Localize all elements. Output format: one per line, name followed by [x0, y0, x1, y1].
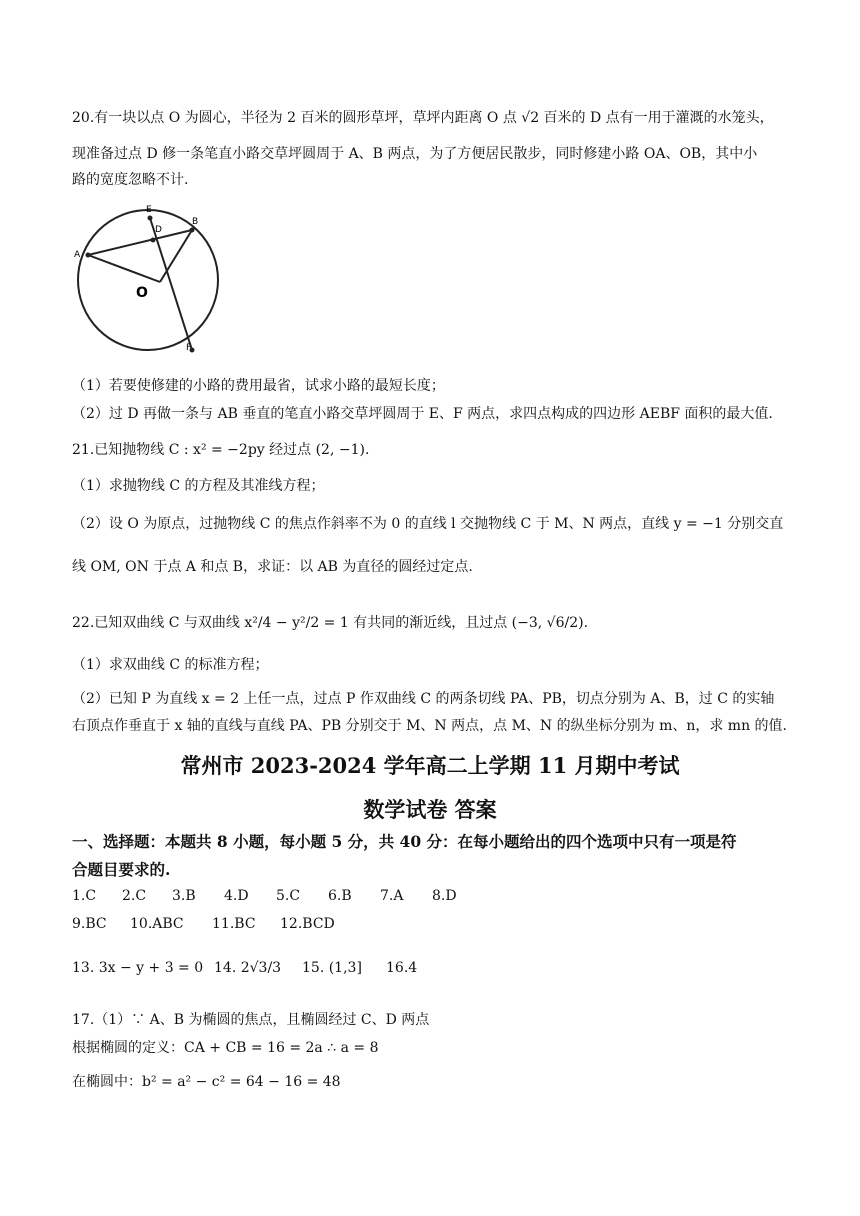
lawn-circle: [78, 210, 218, 350]
answer-14: 14. 2√3/3: [214, 960, 282, 976]
path-oa: [88, 255, 160, 282]
answer-13: 13. 3x − y + 3 = 0: [72, 960, 204, 976]
section1-line2: 合题目要求的.: [72, 860, 171, 879]
label-f: F: [186, 343, 192, 353]
answer-3: 3.B: [172, 888, 196, 904]
path-ab: [88, 230, 192, 255]
q22-part1: （1）求双曲线 C 的标准方程；: [72, 657, 269, 673]
q20-part2: （2）过 D 再做一条与 AB 垂直的笔直小路交草坪圆周于 E、F 两点，求四点构成的四边形 AEBF 面积的最大值.: [72, 406, 773, 422]
circle-figure: [68, 200, 228, 360]
q17-line3: 在椭圆中：b² = a² − c² = 64 − 16 = 48: [72, 1074, 341, 1090]
q20-line3: 路的宽度忽略不计.: [72, 172, 189, 188]
answer-11: 11.BC: [212, 916, 256, 932]
q21-part2b: 线 OM, ON 于点 A 和点 B，求证：以 AB 为直径的圆经过定点.: [72, 559, 473, 575]
answer-12: 12.BCD: [280, 916, 335, 932]
answer-2: 2.C: [122, 888, 147, 904]
path-ef: [150, 218, 192, 350]
label-a: A: [74, 250, 81, 260]
answer-5: 5.C: [276, 888, 301, 904]
q21-stem: 21.已知抛物线 C : x² = −2py 经过点 (2, −1).: [72, 442, 370, 458]
path-ob: [160, 230, 192, 282]
q21-part1: （1）求抛物线 C 的方程及其准线方程；: [72, 478, 325, 494]
q22-part2b: 右顶点作垂直于 x 轴的直线与直线 PA、PB 分别交于 M、N 两点，点 M、N 的纵坐标分别为 m、n，求 mn 的值.: [72, 718, 788, 734]
q20-line2: 现准备过点 D 修一条笔直小路交草坪圆周于 A、B 两点，为了方便居民散步，同时修建小路 OA、OB，其中小: [72, 146, 758, 162]
q20-part1: （1）若要使修建的小路的费用最省，试求小路的最短长度；: [72, 378, 445, 394]
answer-title: 常州市 2023-2024 学年高二上学期 11 月期中考试: [180, 753, 680, 778]
label-o: O: [136, 285, 148, 301]
answer-15: 15. (1,3]: [302, 960, 362, 976]
section1-line1: 一、选择题：本题共 8 小题，每小题 5 分，共 40 分：在每小题给出的四个选项中只有一项是符: [72, 832, 737, 851]
answer-16: 16.4: [386, 960, 418, 976]
answer-8: 8.D: [432, 888, 457, 904]
answer-6: 6.B: [328, 888, 352, 904]
answer-10: 10.ABC: [130, 916, 184, 932]
answer-9: 9.BC: [72, 916, 107, 932]
answer-1: 1.C: [72, 888, 97, 904]
label-d: D: [155, 225, 162, 235]
q21-part2a: （2）设 O 为原点，过抛物线 C 的焦点作斜率不为 0 的直线 l 交抛物线 C 于 M、N 两点，直线 y = −1 分别交直: [72, 516, 784, 532]
answer-4: 4.D: [224, 888, 249, 904]
answer-7: 7.A: [380, 888, 404, 904]
answer-subtitle: 数学试卷 答案: [363, 797, 497, 822]
q17-line2: 根据椭圆的定义：CA + CB = 16 = 2a ∴ a = 8: [72, 1040, 379, 1056]
q20-line1: 20.有一块以点 O 为圆心，半径为 2 百米的圆形草坪，草坪内距离 O 点 √2 百米的 D 点有一用于灌溉的水笼头，: [72, 110, 774, 126]
q22-part2a: （2）已知 P 为直线 x = 2 上任一点，过点 P 作双曲线 C 的两条切线 PA、PB，切点分别为 A、B，过 C 的实轴: [72, 691, 775, 707]
q17-line1: 17.（1）∵ A、B 为椭圆的焦点，且椭圆经过 C、D 两点: [72, 1012, 430, 1028]
q22-stem: 22.已知双曲线 C 与双曲线 x²/4 − y²/2 = 1 有共同的渐近线，且过点 (−3, √6/2).: [72, 615, 589, 631]
label-e: E: [146, 205, 152, 215]
label-b: B: [192, 217, 199, 227]
